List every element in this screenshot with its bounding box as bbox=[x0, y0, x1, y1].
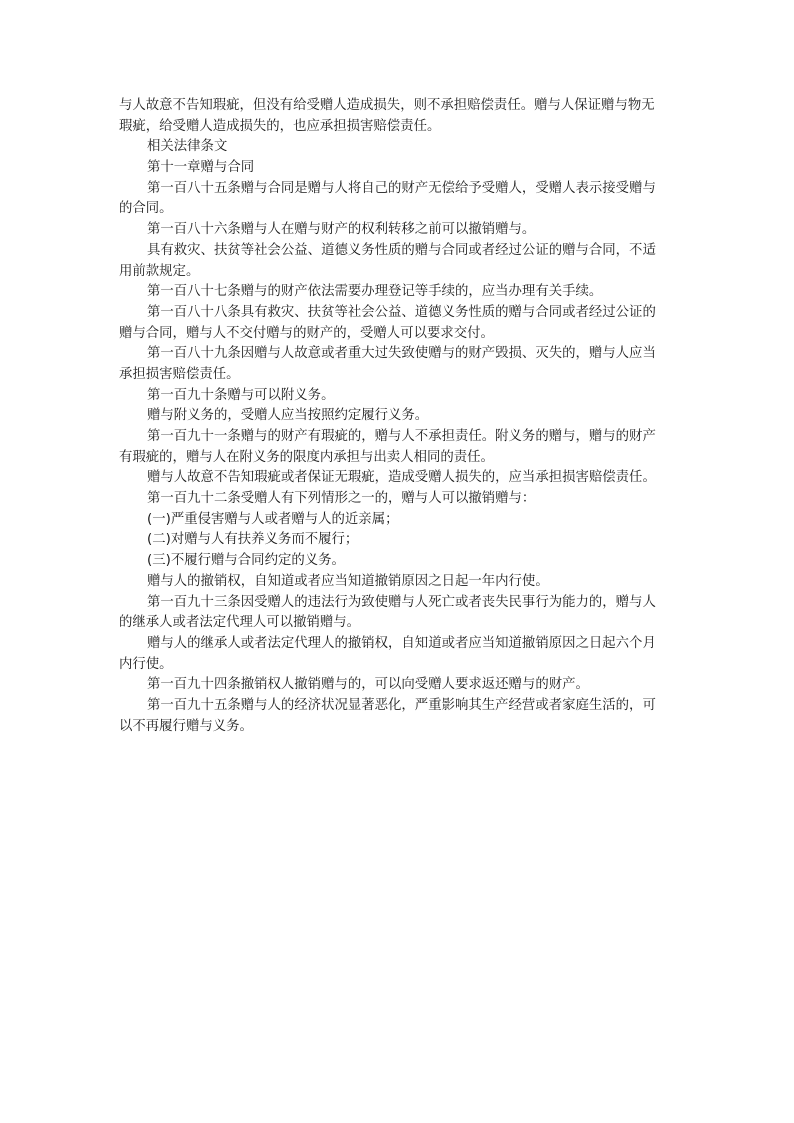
article-line: 第一百九十四条撤销权人撤销赠与的，可以向受赠人要求返还赠与的财产。 bbox=[147, 677, 589, 693]
list-item: (一)严重侵害赠与人或者赠与人的近亲属； bbox=[147, 511, 399, 527]
article-line: 第一百八十八条具有救灾、扶贫等社会公益、道德义务性质的赠与合同或者经过公证的 bbox=[147, 304, 656, 320]
article-line: 第一百九十五条赠与人的经济状况显著恶化，严重影响其生产经营或者家庭生活的，可 bbox=[147, 697, 656, 713]
text-line: 内行使。 bbox=[119, 656, 173, 672]
article-line: 第一百九十条赠与可以附义务。 bbox=[147, 387, 335, 403]
text-line: 有瑕疵的，赠与人在附义务的限度内承担与出卖人相同的责任。 bbox=[119, 449, 494, 465]
text-line: 用前款规定。 bbox=[119, 263, 200, 279]
text-line: 以不再履行赠与义务。 bbox=[119, 718, 253, 734]
text-line: 与人故意不告知瑕疵，但没有给受赠人造成损失，则不承担赔偿责任。赠与人保证赠与物无 bbox=[119, 98, 655, 113]
article-line: 第一百八十九条因赠与人故意或者重大过失致使赠与的财产毁损、灭失的，赠与人应当 bbox=[147, 346, 656, 362]
article-line: 赠与人故意不告知瑕疵或者保证无瑕疵，造成受赠人损失的，应当承担损害赔偿责任。 bbox=[147, 470, 656, 486]
article-line: 第一百八十七条赠与的财产依法需要办理登记等手续的，应当办理有关手续。 bbox=[147, 284, 603, 300]
article-line: 第一百九十三条因受赠人的违法行为致使赠与人死亡或者丧失民事行为能力的，赠与人 bbox=[147, 594, 656, 610]
section-heading: 相关法律条文 bbox=[147, 139, 228, 155]
article-line: 第一百九十二条受赠人有下列情形之一的，赠与人可以撤销赠与： bbox=[147, 491, 536, 507]
article-line: 具有救灾、扶贫等社会公益、道德义务性质的赠与合同或者经过公证的赠与合同，不适 bbox=[147, 242, 656, 258]
text-line: 瑕疵，给受赠人造成损失的，也应承担损害赔偿责任。 bbox=[119, 118, 441, 134]
document-page bbox=[119, 96, 679, 737]
article-line: 赠与附义务的，受赠人应当按照约定履行义务。 bbox=[147, 408, 429, 424]
chapter-heading: 第十一章赠与合同 bbox=[147, 160, 255, 176]
text-line: 赠与合同，赠与人不交付赠与的财产的，受赠人可以要求交付。 bbox=[119, 325, 494, 341]
article-line: 第一百九十一条赠与的财产有瑕疵的，赠与人不承担责任。附义务的赠与，赠与的财产 bbox=[147, 429, 656, 444]
list-item: (三)不履行赠与合同约定的义务。 bbox=[147, 553, 345, 569]
text-line: 承担损害赔偿责任。 bbox=[119, 366, 240, 382]
list-item: (二)对赠与人有扶养义务而不履行； bbox=[147, 532, 359, 548]
article-line: 赠与人的撤销权，自知道或者应当知道撤销原因之日起一年内行使。 bbox=[147, 573, 549, 589]
article-line: 第一百八十六条赠与人在赠与财产的权利转移之前可以撤销赠与。 bbox=[147, 222, 536, 238]
text-line: 的继承人或者法定代理人可以撤销赠与。 bbox=[119, 615, 361, 631]
article-line: 赠与人的继承人或者法定代理人的撤销权，自知道或者应当知道撤销原因之日起六个月 bbox=[147, 635, 656, 651]
text-line: 的合同。 bbox=[119, 201, 173, 217]
article-line: 第一百八十五条赠与合同是赠与人将自己的财产无偿给予受赠人，受赠人表示接受赠与 bbox=[147, 180, 656, 196]
